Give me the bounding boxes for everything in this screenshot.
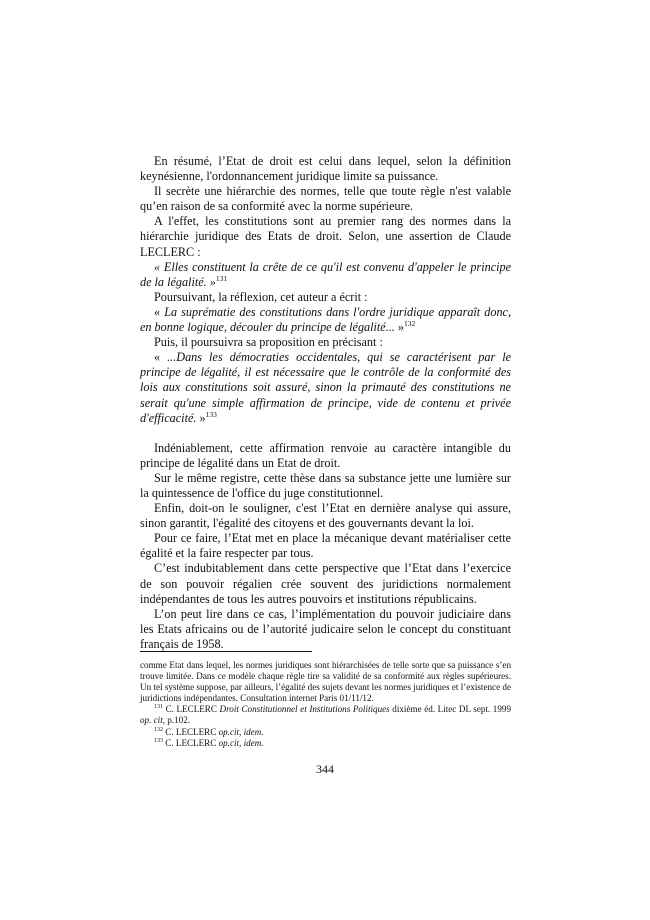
- paragraph: Il secrète une hiérarchie des normes, telle que toute règle n'est valable qu’en raison de sa conformité avec la norme supérieure.: [140, 184, 511, 214]
- footnote-continued: comme Etat dans lequel, les normes juridiques sont hiérarchisées de telle sorte que sa puissance s’en trouve limitée. Dans ce modèle chaque règle tire sa validité de sa conformité aux règles supérieures. Un tel système suppose, par ailleurs, l’égalité des sujets devant les normes juridiques et l’existence de juridictions indépendantes. Consultation internet Paris 01/11/12.: [140, 660, 511, 704]
- paragraph: Enfin, doit-on le souligner, c'est l’Etat en dernière analyse qui assure, sinon garantit, l'égalité des citoyens et des gouvernants devant la loi.: [140, 501, 511, 531]
- quote-132: [140, 305, 511, 335]
- footnote-number: 132: [154, 726, 163, 733]
- page-number: 344: [316, 762, 334, 776]
- footnote-131: [140, 704, 511, 726]
- quote-text: « Elles constituent la crête de ce qu'il est convenu d'appeler le principe de la légalité. »: [140, 259, 511, 289]
- quote-open: «: [154, 304, 165, 319]
- footnote-number: 133: [154, 737, 163, 744]
- paragraph: Poursuivant, la réflexion, cet auteur a écrit :: [154, 289, 368, 304]
- quote-close: »: [394, 320, 404, 335]
- quote-text: ...Dans les démocraties occidentales, qui se caractérisent par le principe de légalité, il est nécessaire que le contrôle de la conformité des lois aux constitutions soit assuré, sinon la primauté des constitutions ne serait qu'une simple affirmation de principe, vide de contenu et privée d'efficacité.: [140, 350, 512, 425]
- paragraph: A l'effet, les constitutions sont au premier rang des normes dans la hiérarchie juridique des Etats de droit. Selon, une assertion de Claude LECLERC :: [140, 214, 511, 259]
- footnotes: [140, 660, 511, 749]
- paragraph-gap: [140, 426, 511, 441]
- footnote-author: C. LECLERC: [163, 704, 220, 715]
- paragraph: Indéniablement, cette affirmation renvoie au caractère intangible du principe de légalité dans un Etat de droit.: [140, 440, 511, 470]
- paragraph: L’on peut lire dans ce cas, l’implémentation du pouvoir judiciaire dans les Etats africains ou de l’autorité judicaire selon le concept du constituant français de 1958.: [140, 606, 511, 651]
- quote-133: [140, 350, 511, 425]
- footnote-number: 131: [154, 704, 163, 711]
- footnote-detail: dixième éd. Litec DL sept. 1999: [389, 704, 511, 715]
- footnote-ref[interactable]: 133: [205, 409, 217, 419]
- footnote-132: [140, 727, 511, 738]
- quote-131: [140, 260, 511, 290]
- footnote-ref[interactable]: 132: [404, 318, 416, 328]
- footnote-page: , p.102.: [162, 715, 191, 726]
- footnote-133: [140, 738, 511, 749]
- footnote-ref-text: op.cit, idem.: [218, 726, 264, 737]
- paragraph: C’est indubitablement dans cette perspective que l’Etat dans l’exercice de son pouvoir régalien crée souvent des juridictions normalement indépendantes de tous les autres pouvoirs et institutions républicains.: [140, 561, 511, 606]
- quote-close: »: [196, 410, 206, 425]
- paragraph: En résumé, l’Etat de droit est celui dans lequel, selon la définition keynésienne, l'ordonnancement juridique limite sa puissance.: [140, 154, 511, 184]
- footnote-author: C. LECLERC: [163, 726, 219, 737]
- main-text: [140, 154, 511, 652]
- paragraph: Puis, il poursuivra sa proposition en précisant :: [154, 335, 383, 350]
- footnote-opcit: op. cit: [140, 715, 163, 726]
- footnote-separator: [140, 651, 312, 652]
- quote-open: «: [154, 350, 168, 365]
- footnote-ref-text: op.cit, idem.: [218, 737, 264, 748]
- footnote-author: C. LECLERC: [163, 737, 219, 748]
- paragraph: Pour ce faire, l’Etat met en place la mécanique devant matérialiser cette égalité et la faire respecter par tous.: [140, 531, 511, 561]
- footnote-ref[interactable]: 131: [215, 273, 228, 283]
- quote-text: La suprématie des constitutions dans l'ordre juridique apparaît donc, en bonne logique, découler du principe de légalité...: [140, 304, 511, 335]
- paragraph: Sur le même registre, cette thèse dans sa substance jette une lumière sur la quintessence de l'office du juge constitutionnel.: [140, 470, 511, 500]
- footnote-title: Droit Constitutionnel et Institutions Politiques: [219, 704, 390, 715]
